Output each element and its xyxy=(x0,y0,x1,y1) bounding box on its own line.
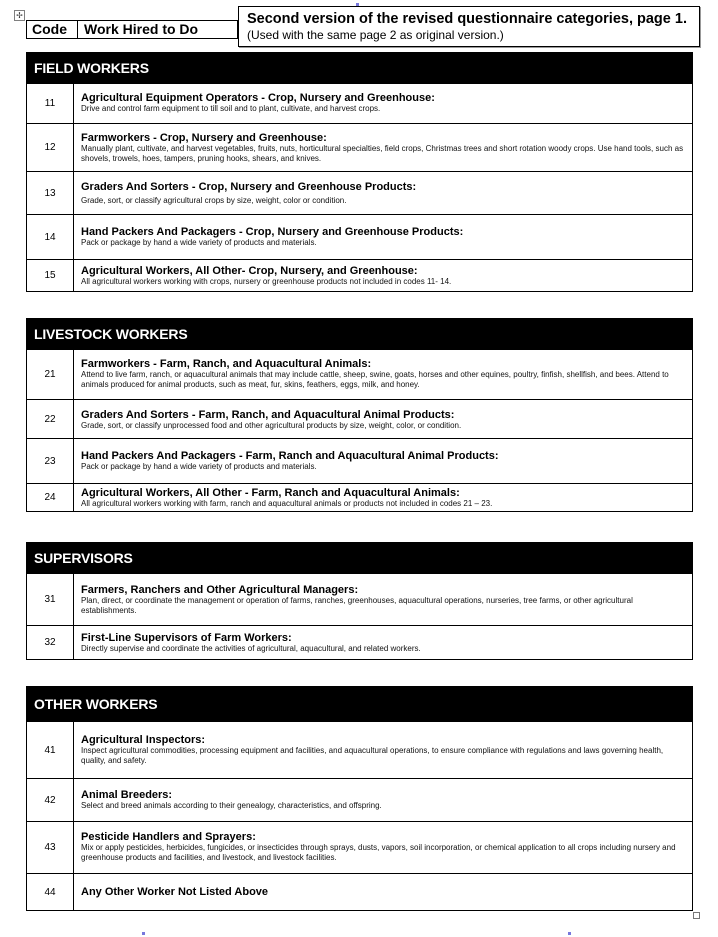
note-text-box[interactable] xyxy=(238,6,700,47)
section-heading: SUPERVISORS xyxy=(26,542,693,574)
row-title: Hand Packers And Packagers - Crop, Nursery and Greenhouse Products: xyxy=(81,226,464,238)
row-title: Farmworkers - Crop, Nursery and Greenhouse: xyxy=(81,132,327,144)
section-heading: OTHER WORKERS xyxy=(26,686,693,722)
table-resize-handle-icon[interactable] xyxy=(693,912,700,919)
work-column-header: Work Hired to Do xyxy=(84,21,199,37)
section-other-workers xyxy=(26,686,693,911)
table-row xyxy=(27,779,692,822)
row-title: Farmers, Ranchers and Other Agricultural Managers: xyxy=(81,584,359,596)
table-header xyxy=(26,20,238,39)
row-title: Agricultural Workers, All Other- Crop, Nursery, and Greenhouse: xyxy=(81,265,418,277)
text-box-handle-icon[interactable] xyxy=(568,932,571,935)
row-description: Pack or package by hand a wide variety of products and materials. xyxy=(81,238,317,247)
row-description: Grade, sort, or classify agricultural crops by size, weight, color or condition. xyxy=(81,196,347,205)
row-code: 43 xyxy=(27,822,74,873)
row-title: First-Line Supervisors of Farm Workers: xyxy=(81,632,292,644)
row-description: Drive and control farm equipment to till soil and to plant, cultivate, and harvest crops. xyxy=(81,104,381,113)
row-code: 41 xyxy=(27,722,74,778)
text-box-handle-icon[interactable] xyxy=(142,932,145,935)
table-row xyxy=(27,439,692,484)
row-code: 23 xyxy=(27,439,74,483)
row-code: 13 xyxy=(27,172,74,214)
row-code: 14 xyxy=(27,215,74,259)
row-code: 22 xyxy=(27,400,74,438)
row-code: 42 xyxy=(27,779,74,821)
row-code: 24 xyxy=(27,484,74,511)
row-description: Attend to live farm, ranch, or aquacultural animals that may include cattle, sheep, swine, goats, horses and other equines, poultry, finfish, shellfish, and bees. Attend to animals produced for animal products, such as meat, fur, skins, feathers, eggs, milk, and honey. xyxy=(81,370,669,389)
row-title: Agricultural Workers, All Other - Farm, Ranch and Aquacultural Animals: xyxy=(81,487,460,499)
code-column-header: Code xyxy=(27,21,78,38)
table-row xyxy=(27,574,692,626)
row-code: 12 xyxy=(27,124,74,171)
table-row xyxy=(27,400,692,439)
row-description: Pack or package by hand a wide variety of products and materials. xyxy=(81,462,317,471)
section-supervisors xyxy=(26,542,693,660)
row-code: 32 xyxy=(27,626,74,659)
table-row xyxy=(27,874,692,911)
note-title: Second version of the revised questionnaire categories, page 1. xyxy=(247,11,687,27)
row-code: 21 xyxy=(27,350,74,399)
row-code: 15 xyxy=(27,260,74,291)
row-title: Agricultural Inspectors: xyxy=(81,734,206,746)
table-row xyxy=(27,822,692,874)
table-row xyxy=(27,215,692,260)
section-heading: LIVESTOCK WORKERS xyxy=(26,318,693,350)
note-subtitle: (Used with the same page 2 as original version.) xyxy=(247,28,504,42)
row-title: Hand Packers And Packagers - Farm, Ranch and Aquacultural Animal Products: xyxy=(81,450,499,462)
row-description: Inspect agricultural commodities, processing equipment and facilities, and aquacultural operations, to ensure compliance with regulations and laws governing health, quality, and safety. xyxy=(81,746,664,765)
row-title: Any Other Worker Not Listed Above xyxy=(81,886,269,898)
table-row xyxy=(27,172,692,215)
row-description: Plan, direct, or coordinate the management or operation of farms, ranches, greenhouses, aquacultural operations, nurseries, tree farms, or other agricultural establishments. xyxy=(81,596,633,615)
row-title: Animal Breeders: xyxy=(81,789,173,801)
table-row xyxy=(27,84,692,124)
table-row xyxy=(27,722,692,779)
row-description: Select and breed animals according to their genealogy, characteristics, and offspring. xyxy=(81,801,382,810)
row-description: Directly supervise and coordinate the activities of agricultural, aquacultural, and related workers. xyxy=(81,644,421,653)
row-title: Graders And Sorters - Crop, Nursery and Greenhouse Products: xyxy=(81,181,417,193)
table-move-handle-icon[interactable]: ✢ xyxy=(14,10,25,21)
row-title: Graders And Sorters - Farm, Ranch, and Aquacultural Animal Products: xyxy=(81,409,455,421)
table-row xyxy=(27,124,692,172)
section-livestock-workers xyxy=(26,318,693,512)
table-row xyxy=(27,484,692,512)
row-description: Grade, sort, or classify unprocessed food and other agricultural products by size, weight, color, or condition. xyxy=(81,421,462,430)
row-title: Agricultural Equipment Operators - Crop, Nursery and Greenhouse: xyxy=(81,92,435,104)
text-box-handle-icon[interactable] xyxy=(356,3,359,6)
row-description: All agricultural workers working with crops, nursery or greenhouse products not included in codes 11- 14. xyxy=(81,277,452,286)
section-heading: FIELD WORKERS xyxy=(26,52,693,84)
table-row xyxy=(27,626,692,660)
row-title: Pesticide Handlers and Sprayers: xyxy=(81,831,256,843)
section-field-workers xyxy=(26,52,693,292)
table-row xyxy=(27,350,692,400)
row-description: Mix or apply pesticides, herbicides, fungicides, or insecticides through sprays, dusts, vapors, soil incorporation, or chemical application to all crops including nursery and greenhouse products and facilities, and livestock, and livestock facilities. xyxy=(81,843,676,862)
row-title: Farmworkers - Farm, Ranch, and Aquacultural Animals: xyxy=(81,358,372,370)
table-row xyxy=(27,260,692,292)
row-description: Manually plant, cultivate, and harvest vegetables, fruits, nuts, horticultural specialties, field crops, Christmas trees and short rotation woody crops. Use hand tools, such as shovels, trowels, hoes, tampers, pruning hooks, shears, and knives. xyxy=(81,144,684,163)
row-code: 44 xyxy=(27,874,74,910)
row-description: All agricultural workers working with farm, ranch and aquacultural animals or products not included in codes 21 – 23. xyxy=(81,499,493,508)
row-code: 31 xyxy=(27,574,74,625)
row-code: 11 xyxy=(27,84,74,123)
